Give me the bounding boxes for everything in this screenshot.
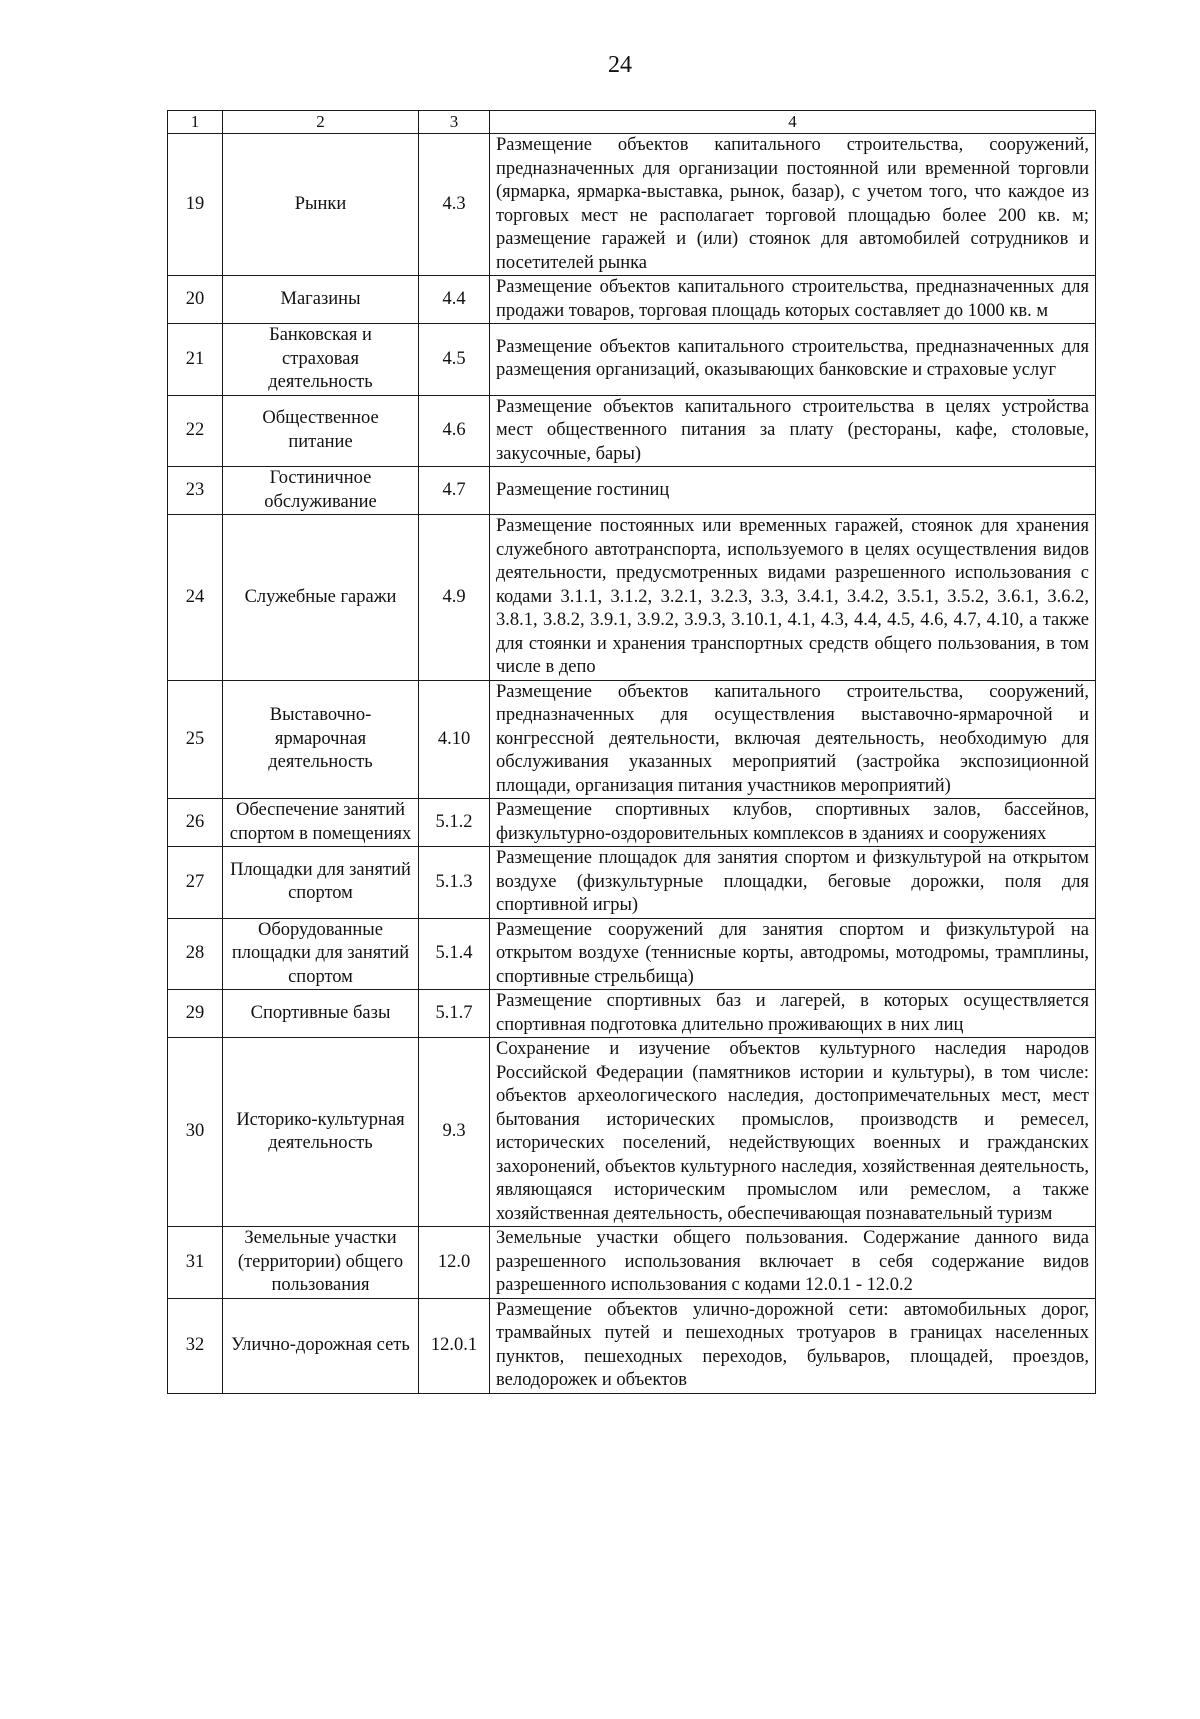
land-use-description: Сохранение и изучение объектов культурного наследия народов Российской Федерации (памятников истории и культуры), в том числе: объектов археологического наследия, достопримечательных мест, мест бытования исторических промыслов, производств и ремесел, исторических поселений, недействующих военных и гражданских захоронений, объектов культурного наследия, хозяйственная деятельность, являющаяся историческим промыслом или ремеслом, а также хозяйственная деятельность, обеспечивающая познавательный туризм: [490, 1038, 1096, 1227]
land-use-code: 4.3: [419, 134, 490, 276]
land-use-name: Спортивные базы: [223, 990, 419, 1038]
land-use-name: Земельные участки (территории) общего пользования: [223, 1227, 419, 1299]
row-number: 19: [168, 134, 223, 276]
row-number: 31: [168, 1227, 223, 1299]
land-use-description: Размещение спортивных клубов, спортивных залов, бассейнов, физкультурно-оздоровительных комплексов в зданиях и сооружениях: [490, 799, 1096, 847]
land-use-code: 12.0: [419, 1227, 490, 1299]
land-use-description: Размещение объектов капитального строительства, сооружений, предназначенных для организации постоянной или временной торговли (ярмарка, ярмарка-выставка, рынок, базар), с учетом того, что каждое из торговых мест не располагает торговой площадью более 200 кв. м; размещение гаражей и (или) стоянок для автомобилей сотрудников и посетителей рынка: [490, 134, 1096, 276]
row-number: 22: [168, 395, 223, 467]
land-use-name: Улично-дорожная сеть: [223, 1298, 419, 1393]
land-use-description: Размещение объектов капитального строительства, предназначенных для продажи товаров, торговая площадь которых составляет до 1000 кв. м: [490, 276, 1096, 324]
land-use-code: 5.1.7: [419, 990, 490, 1038]
row-number: 26: [168, 799, 223, 847]
table-row: [168, 467, 1096, 515]
column-number-1: 1: [168, 111, 223, 134]
row-number: 29: [168, 990, 223, 1038]
land-use-name: Гостиничное обслуживание: [223, 467, 419, 515]
land-use-description: Размещение объектов капитального строительства в целях устройства мест общественного питания за плату (рестораны, кафе, столовые, закусочные, бары): [490, 395, 1096, 467]
land-use-description: Размещение объектов улично-дорожной сети: автомобильных дорог, трамвайных путей и пешеходных тротуаров в границах населенных пунктов, пешеходных переходов, бульваров, площадей, проездов, велодорожек и объектов: [490, 1298, 1096, 1393]
row-number: 24: [168, 515, 223, 681]
land-use-code: 5.1.2: [419, 799, 490, 847]
land-use-name: Банковская и страховая деятельность: [223, 324, 419, 396]
land-use-code: 4.9: [419, 515, 490, 681]
land-use-description: Земельные участки общего пользования. Содержание данного вида разрешенного использования включает в себя содержание видов разрешенного использования с кодами 12.0.1 - 12.0.2: [490, 1227, 1096, 1299]
land-use-description: Размещение площадок для занятия спортом и физкультурой на открытом воздухе (физкультурные площадки, беговые дорожки, поля для спортивной игры): [490, 847, 1096, 919]
land-use-code: 12.0.1: [419, 1298, 490, 1393]
table-row: [168, 1227, 1096, 1299]
table-row: [168, 1038, 1096, 1227]
table-row: [168, 799, 1096, 847]
page-number: 24: [608, 52, 632, 78]
table-row: [168, 324, 1096, 396]
land-use-name: Общественное питание: [223, 395, 419, 467]
table-body: [168, 111, 1096, 1394]
land-use-code: 4.5: [419, 324, 490, 396]
table-row: [168, 134, 1096, 276]
row-number: 21: [168, 324, 223, 396]
land-use-description: Размещение гостиниц: [490, 467, 1096, 515]
table-row: [168, 1298, 1096, 1393]
table-row: [168, 918, 1096, 990]
column-number-3: 3: [419, 111, 490, 134]
land-use-name: Историко-культурная деятельность: [223, 1038, 419, 1227]
table-row: [168, 680, 1096, 799]
land-use-name: Рынки: [223, 134, 419, 276]
land-use-description: Размещение объектов капитального строительства, сооружений, предназначенных для осуществления выставочно-ярмарочной и конгрессной деятельности, включая деятельность, необходимую для обслуживания указанных мероприятий (застройка экспозиционной площади, организация питания участников мероприятий): [490, 680, 1096, 799]
table-row: [168, 990, 1096, 1038]
row-number: 27: [168, 847, 223, 919]
land-use-code: 4.4: [419, 276, 490, 324]
land-use-description: Размещение спортивных баз и лагерей, в которых осуществляется спортивная подготовка длительно проживающих в них лиц: [490, 990, 1096, 1038]
land-use-name: Обеспечение занятий спортом в помещениях: [223, 799, 419, 847]
land-use-code: 9.3: [419, 1038, 490, 1227]
column-number-2: 2: [223, 111, 419, 134]
table-row: [168, 515, 1096, 681]
row-number: 20: [168, 276, 223, 324]
table-row: [168, 395, 1096, 467]
land-use-table: [167, 110, 1096, 1394]
land-use-code: 4.7: [419, 467, 490, 515]
row-number: 30: [168, 1038, 223, 1227]
row-number: 23: [168, 467, 223, 515]
column-number-4: 4: [490, 111, 1096, 134]
land-use-description: Размещение объектов капитального строительства, предназначенных для размещения организаций, оказывающих банковские и страховые услуг: [490, 324, 1096, 396]
land-use-name: Оборудованные площадки для занятий спортом: [223, 918, 419, 990]
land-use-name: Служебные гаражи: [223, 515, 419, 681]
row-number: 32: [168, 1298, 223, 1393]
land-use-code: 5.1.3: [419, 847, 490, 919]
land-use-code: 4.10: [419, 680, 490, 799]
column-number-row: [168, 111, 1096, 134]
row-number: 28: [168, 918, 223, 990]
land-use-name: Выставочно-ярмарочная деятельность: [223, 680, 419, 799]
row-number: 25: [168, 680, 223, 799]
land-use-name: Магазины: [223, 276, 419, 324]
land-use-code: 4.6: [419, 395, 490, 467]
land-use-code: 5.1.4: [419, 918, 490, 990]
table-row: [168, 276, 1096, 324]
land-use-description: Размещение постоянных или временных гаражей, стоянок для хранения служебного автотранспорта, используемого в целях осуществления видов деятельности, предусмотренных видами разрешенного использования с кодами 3.1.1, 3.1.2, 3.2.1, 3.2.3, 3.3, 3.4.1, 3.4.2, 3.5.1, 3.5.2, 3.6.1, 3.6.2, 3.8.1, 3.8.2, 3.9.1, 3.9.2, 3.9.3, 3.10.1, 4.1, 4.3, 4.4, 4.5, 4.6, 4.7, 4.10, а также для стоянки и хранения транспортных средств общего пользования, в том числе в депо: [490, 515, 1096, 681]
land-use-name: Площадки для занятий спортом: [223, 847, 419, 919]
land-use-description: Размещение сооружений для занятия спортом и физкультурой на открытом воздухе (теннисные корты, автодромы, мотодромы, трамплины, спортивные стрельбища): [490, 918, 1096, 990]
table-row: [168, 847, 1096, 919]
